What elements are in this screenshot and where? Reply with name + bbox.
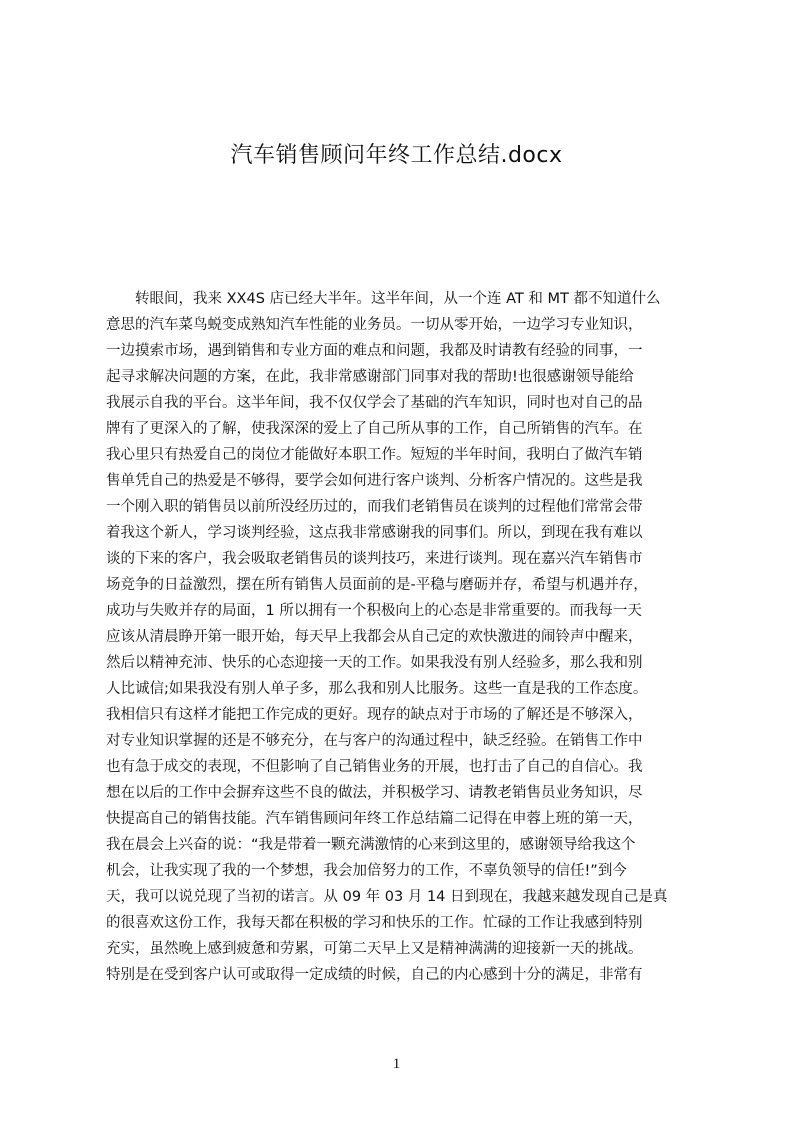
page-number: 1	[392, 1056, 401, 1072]
body-line: 应该从清晨睁开第一眼开始，每天早上我都会从自己定的欢快激进的闹铃声中醒来，	[106, 629, 643, 645]
body-line: 一边摸索市场，遇到销售和专业方面的难点和问题，我都及时请教有经验的同事，一	[106, 343, 643, 359]
body-line: 天，我可以说兑现了当初的诺言。从 09 年 03 月 14 日到现在，我越来越发现自己是真	[106, 889, 668, 905]
document-title: 汽车销售顾问年终工作总结.docx	[230, 143, 563, 168]
body-line: 人比诚信;如果我没有别人单子多，那么我和别人比服务。这些一直是我的工作态度。	[106, 681, 648, 697]
body-line: 转眼间，我来 XX4S 店已经大半年。这半年间，从一个连 AT 和 MT 都不知道什么	[106, 291, 661, 307]
body-line: 快提高自己的销售技能。汽车销售顾问年终工作总结篇二记得在申蓉上班的第一天，	[106, 811, 643, 827]
body-line: 场竞争的日益激烈，摆在所有销售人员面前的是-平稳与磨砺并存，希望与机遇并存，	[106, 577, 648, 593]
body-line: 然后以精神充沛、快乐的心态迎接一天的工作。如果我没有别人经验多，那么我和别	[106, 655, 643, 671]
body-line: 着我这个新人，学习谈判经验，这点我非常感谢我的同事们。所以，到现在我有难以	[106, 525, 643, 541]
body-line: 的很喜欢这份工作，我每天都在积极的学习和快乐的工作。忙碌的工作让我感到特别	[106, 915, 643, 931]
body-line: 牌有了更深入的了解，使我深深的爱上了自己所从事的工作，自己所销售的汽车。在	[106, 421, 643, 437]
body-line: 成功与失败并存的局面，1 所以拥有一个积极向上的心态是非常重要的。而我每一天	[106, 603, 642, 619]
body-line: 售单凭自己的热爱是不够得，要学会如何进行客户谈判、分析客户情况的。这些是我	[106, 473, 643, 489]
body-line: 充实，虽然晚上感到疲惫和劳累，可第二天早上又是精神满满的迎接新一天的挑战。	[106, 941, 643, 957]
body-line: 也有急于成交的表现，不但影响了自己销售业务的开展，也打击了自己的自信心。我	[106, 759, 643, 775]
body-line: 谈的下来的客户，我会吸取老销售员的谈判技巧，来进行谈判。现在嘉兴汽车销售市	[106, 551, 643, 567]
body-line: 机会，让我实现了我的一个梦想，我会加倍努力的工作，不辜负领导的信任!”到今	[106, 863, 627, 879]
body-line: 我展示自我的平台。这半年间，我不仅仅学会了基础的汽车知识，同时也对自己的品	[106, 395, 643, 411]
body-line: 我在晨会上兴奋的说：“我是带着一颗充满激情的心来到这里的，感谢领导给我这个	[106, 837, 636, 853]
document-body	[106, 286, 700, 1026]
body-line: 我相信只有这样才能把工作完成的更好。现存的缺点对于市场的了解还是不够深入，	[106, 707, 643, 723]
body-line: 起寻求解决问题的方案，在此，我非常感谢部门同事对我的帮助!也很感谢领导能给	[106, 369, 634, 385]
body-line: 特别是在受到客户认可或取得一定成绩的时候，自己的内心感到十分的满足，非常有	[106, 967, 643, 983]
body-line: 我心里只有热爱自己的岗位才能做好本职工作。短短的半年时间，我明白了做汽车销	[106, 447, 643, 463]
body-line: 一个刚入职的销售员以前所没经历过的，而我们老销售员在谈判的过程他们常常会带	[106, 499, 643, 515]
body-line: 意思的汽车菜鸟蜕变成熟知汽车性能的业务员。一切从零开始，一边学习专业知识，	[106, 317, 643, 333]
body-line: 对专业知识掌握的还是不够充分，在与客户的沟通过程中，缺乏经验。在销售工作中	[106, 733, 643, 749]
body-line: 想在以后的工作中会摒弃这些不良的做法，并积极学习、请教老销售员业务知识，尽	[106, 785, 643, 801]
